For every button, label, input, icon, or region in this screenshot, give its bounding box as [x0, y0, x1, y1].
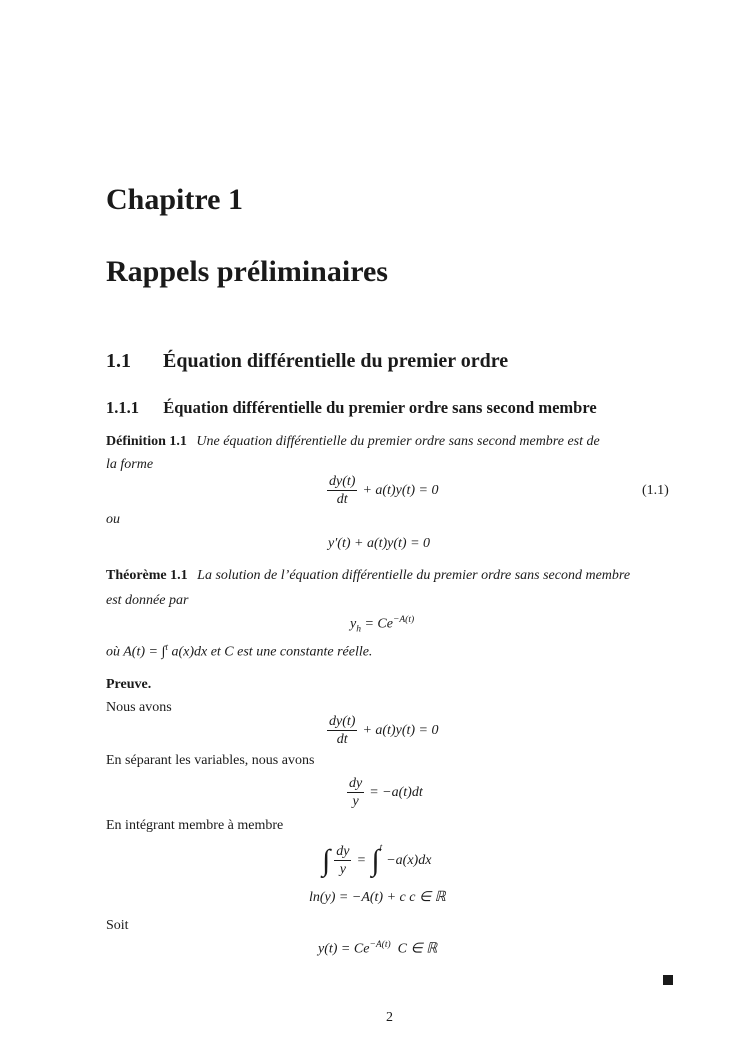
proof-equation-4: ln(y) = −A(t) + c c ∈ ℝ — [309, 890, 446, 905]
proof-equation-2 — [345, 775, 423, 810]
where-part-a: où A(t) = — [106, 644, 162, 660]
section-title: Équation différentielle du premier ordre — [163, 350, 509, 372]
eq-exponent: −A(t) — [369, 940, 391, 950]
equation-rest: + a(t)y(t) = 0 — [362, 482, 439, 498]
integral-icon: ∫ — [322, 843, 331, 877]
theorem-where — [106, 643, 372, 661]
eq-mid: = Ce — [364, 616, 393, 632]
subsection-title: Équation différentielle du premier ordre sans second membre — [163, 398, 597, 417]
equation-tag: (1.1) — [642, 483, 669, 498]
definition-or: ou — [106, 512, 120, 527]
equals-sign: = — [357, 852, 366, 868]
proof-line-4: Soit — [106, 918, 129, 933]
denominator: y — [339, 862, 346, 877]
equation-rest: + a(t)y(t) = 0 — [362, 722, 439, 738]
proof-label: Preuve. — [106, 677, 152, 692]
theorem-label: Théorème 1.1 — [106, 568, 188, 583]
chapter-title: Rappels préliminaires — [106, 255, 388, 288]
numerator: dy(t) — [329, 714, 356, 729]
numerator: dy — [349, 776, 363, 791]
integral-icon: ∫ — [371, 843, 380, 877]
numerator: dy — [336, 844, 350, 859]
page-number: 2 — [386, 1010, 393, 1025]
proof-equation-5 — [318, 940, 437, 958]
denominator: dt — [336, 492, 348, 507]
equation-alt: y′(t) + a(t)y(t) = 0 — [328, 536, 431, 551]
definition-text: Une équation différentielle du premier ordre sans second membre est de — [196, 434, 600, 449]
where-sup: t — [165, 643, 168, 653]
equation-rest: −a(x)dx — [386, 852, 432, 868]
theorem-text: La solution de l’équation différentielle du premier ordre sans second membre — [197, 568, 631, 583]
subsection-number: 1.1.1 — [106, 398, 139, 417]
proof-line-2: En séparant les variables, nous avons — [106, 753, 315, 768]
section-number: 1.1 — [106, 350, 131, 372]
eq-lhs: y(t) = Ce — [318, 941, 370, 957]
theorem-line-1 — [106, 568, 630, 584]
theorem-line-2: est donnée par — [106, 593, 189, 608]
integral-icon: ∫ — [161, 644, 166, 660]
equation-1-1 — [325, 473, 438, 508]
fraction — [334, 843, 351, 878]
eq-exponent: −A(t) — [392, 615, 415, 625]
definition-line-2: la forme — [106, 457, 154, 472]
proof-equation-3 — [320, 843, 431, 878]
proof-equation-1 — [325, 713, 438, 748]
equation-rest: = −a(t)dt — [369, 784, 423, 800]
numerator: dy(t) — [329, 474, 356, 489]
proof-line-1: Nous avons — [106, 700, 172, 715]
where-part-b: a(x)dx et C est une constante réelle. — [167, 644, 373, 660]
section-heading — [106, 350, 508, 373]
eq-rest: C ∈ ℝ — [390, 941, 438, 957]
chapter-label: Chapitre 1 — [106, 183, 243, 216]
denominator: dt — [336, 732, 348, 747]
definition-line-1 — [106, 434, 600, 450]
eq-lhs: y — [350, 616, 357, 632]
eq-subscript: h — [356, 624, 361, 635]
fraction — [327, 473, 357, 508]
proof-line-3: En intégrant membre à membre — [106, 818, 284, 833]
theorem-equation — [350, 615, 414, 634]
fraction — [347, 775, 364, 810]
integral-upper-bound: t — [379, 843, 383, 853]
fraction — [327, 713, 357, 748]
subsection-heading — [106, 398, 597, 418]
denominator: y — [352, 794, 359, 809]
definition-label: Définition 1.1 — [106, 434, 187, 449]
qed-square-icon — [663, 975, 673, 985]
